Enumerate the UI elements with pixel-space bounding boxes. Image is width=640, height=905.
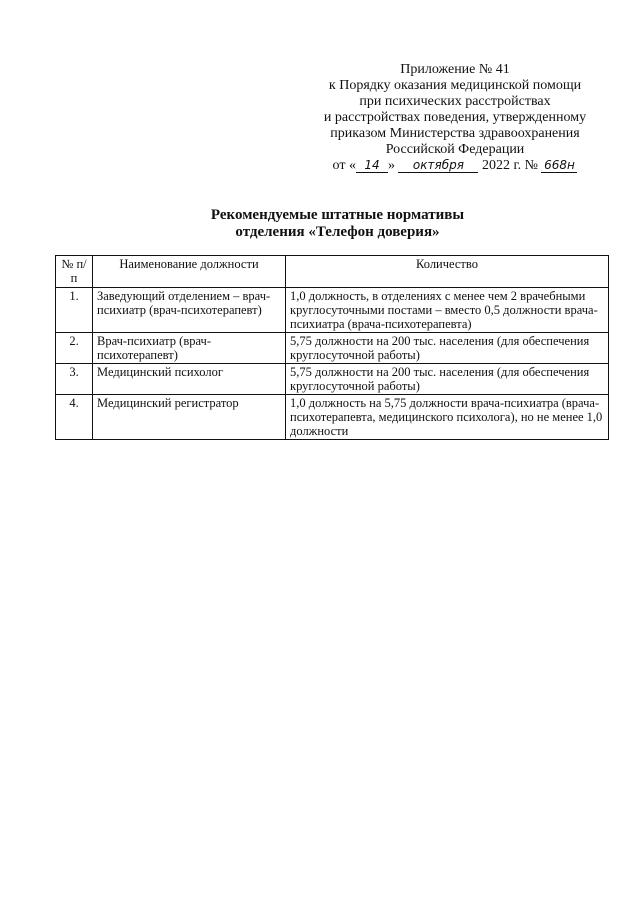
annex-line: приказом Министерства здравоохранения [330,126,580,141]
annex-line: Российской Федерации [385,142,525,157]
annex-header [305,62,605,174]
row-position: Медицинский психолог [93,364,286,395]
annex-line: к Порядку оказания медицинской помощи [328,78,582,93]
handwritten-month: октября [398,158,478,173]
row-position: Медицинский регистратор [93,395,286,440]
date-mid: » [387,158,395,173]
title-line: отделения «Телефон доверия» [235,224,440,240]
row-quantity: 5,75 должности на 200 тыс. населения (для обеспечения круглосуточной работы) [286,333,609,364]
row-num: 1. [56,288,93,333]
row-quantity: 5,75 должности на 200 тыс. населения (для обеспечения круглосуточной работы) [286,364,609,395]
header-quantity: Количество [286,256,609,288]
header-num: № п/п [56,256,93,288]
title-line: Рекомендуемые штатные нормативы [210,207,465,223]
document-title [150,207,525,241]
header-position: Наименование должности [93,256,286,288]
row-num: 4. [56,395,93,440]
order-date-line [305,158,605,174]
row-position: Врач-психиатр (врач-психотерапевт) [93,333,286,364]
row-quantity: 1,0 должность на 5,75 должности врача-психиатра (врача-психотерапевта, медицинского психолога), но не менее 1,0 должности [286,395,609,440]
table-row [56,288,609,333]
date-prefix: от « [332,158,356,173]
staffing-table [55,255,609,440]
row-num: 3. [56,364,93,395]
annex-line: при психических расстройствах [359,94,551,109]
row-position: Заведующий отделением – врач-психиатр (врач-психотерапевт) [93,288,286,333]
year-text: 2022 г. № [481,158,538,173]
annex-number: Приложение № 41 [400,62,510,77]
table-row [56,395,609,440]
table-row [56,333,609,364]
row-num: 2. [56,333,93,364]
handwritten-order-number: 668н [541,158,577,173]
row-quantity: 1,0 должность, в отделениях с менее чем 2 врачебными круглосуточными постами – вместо 0,5 должности врача-психиатра (врача-психотерапевта) [286,288,609,333]
handwritten-day: 14 [356,158,388,173]
table-row [56,364,609,395]
annex-line: и расстройствах поведения, утвержденному [323,110,587,125]
table-header-row [56,256,609,288]
